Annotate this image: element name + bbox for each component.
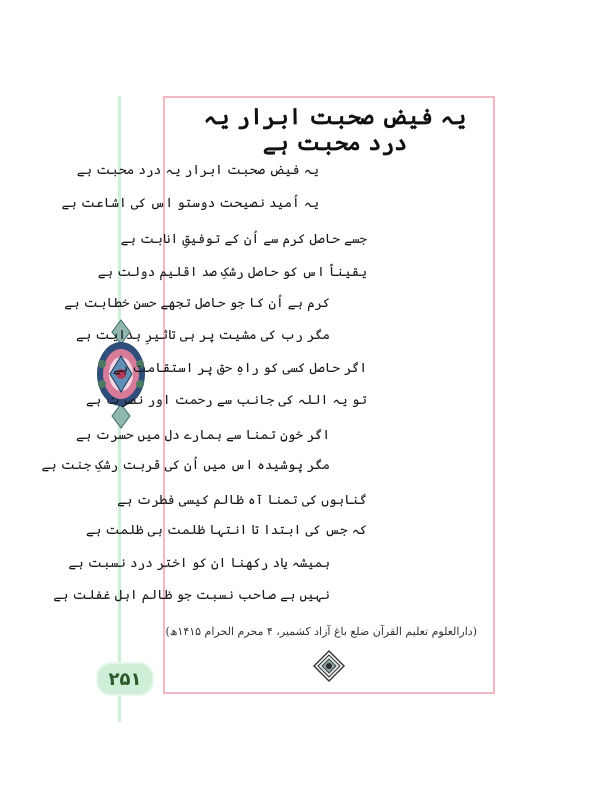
page-number: ۲۵۱ <box>96 662 154 696</box>
poem-line: ہمیشہ یاد رکھنا ان کو اختر درد نسبت ہے <box>68 556 330 571</box>
poem-line: یہ اُمید نصیحت دوستو اس کی اشاعت ہے <box>61 196 319 211</box>
poem-line: کرم ہے اُن کا جو حاصل تجھے حسنِ خطابت ہے <box>64 296 330 311</box>
poem-line: اگر خونِ تمنا سے ہمارے دل میں حسرت ہے <box>76 428 330 443</box>
poem-line: جسے حاصل کرم سے اُن کے توفیقِ انابت ہے <box>120 232 367 247</box>
poem-line: مگر پوشیدہ اس میں اُن کی قربت رشکِ جنت ہے <box>41 458 330 473</box>
poem-line: یہ فیض صحبت ابرار یہ درد محبت ہے <box>76 163 319 178</box>
poem-line: نہیں ہے صاحب نسبت جو ظالم اہل غفلت ہے <box>53 588 330 603</box>
poem-line: گناہوں کی تمنا آہ ظالم کیسی فطرت ہے <box>117 493 367 508</box>
diamond-ornament-icon <box>313 650 345 682</box>
poem-line: کہ جس کی ابتدا تا انتہا ظلمت ہی ظلمت ہے <box>86 523 367 538</box>
poem-line: یقیناً اس کو حاصل رشکِ صد اقلیم دولت ہے <box>97 265 367 280</box>
poem-line: تو یہ اللہ کی جانب سے رحمت اور نصرت ہے <box>86 393 367 408</box>
poem-line: مگر رب کی مشیت پر ہی تاثیرِ ہدایت ہے <box>76 328 330 343</box>
poem-title: یہ فیض صحبت ابرار یہ درد محبت ہے <box>203 104 467 156</box>
closing-note: (دارالعلوم تعلیم القرآن ضلع باغ آزاد کشمیر، ۴ محرم الحرام ۱۴۱۵ھ) <box>165 625 477 638</box>
poem-line: اگر حاصل کسی کو راہِ حق پر استقامت ہے <box>113 361 367 376</box>
